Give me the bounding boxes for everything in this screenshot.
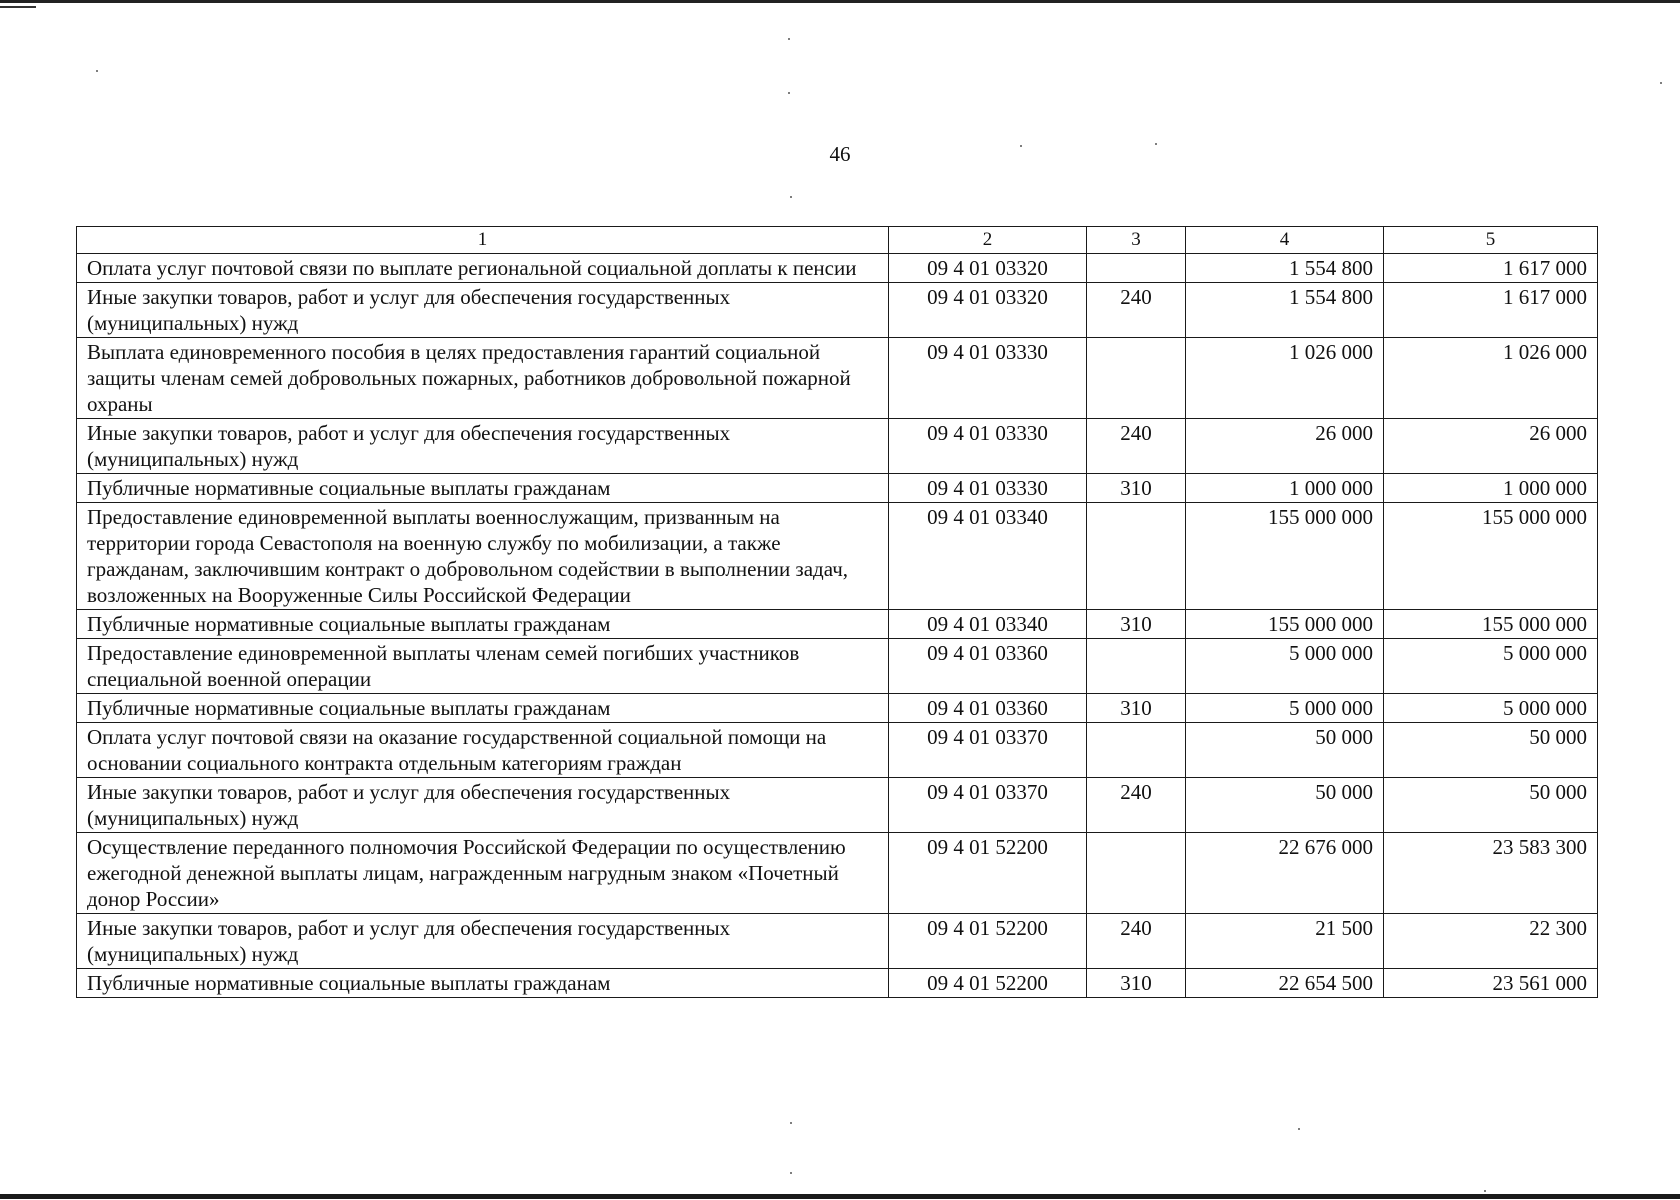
cell-sum-col5: 23 583 300 (1384, 833, 1598, 914)
cell-sum-col5: 1 617 000 (1384, 283, 1598, 338)
cell-code: 09 4 01 03330 (889, 338, 1087, 419)
table-row (77, 283, 1598, 338)
cell-expense-type (1087, 639, 1186, 694)
cell-code: 09 4 01 03330 (889, 474, 1087, 503)
cell-code: 09 4 01 03340 (889, 503, 1087, 610)
cell-expense-type: 240 (1087, 283, 1186, 338)
cell-code: 09 4 01 52200 (889, 914, 1087, 969)
cell-expense-type: 310 (1087, 474, 1186, 503)
cell-sum-col5: 23 561 000 (1384, 969, 1598, 998)
cell-sum-col4: 5 000 000 (1186, 639, 1384, 694)
table-row (77, 694, 1598, 723)
cell-sum-col5: 1 617 000 (1384, 254, 1598, 283)
page-number: 46 (829, 142, 851, 166)
scan-speck (1298, 1128, 1300, 1130)
header-col-5: 5 (1384, 227, 1598, 254)
cell-name: Предоставление единовременной выплаты членам семей погибших участников специальной военной операции (77, 639, 889, 694)
table-row (77, 610, 1598, 639)
cell-sum-col4: 22 676 000 (1186, 833, 1384, 914)
cell-sum-col4: 1 554 800 (1186, 283, 1384, 338)
header-col-2: 2 (889, 227, 1087, 254)
budget-table (76, 226, 1598, 998)
cell-name: Публичные нормативные социальные выплаты гражданам (77, 610, 889, 639)
cell-sum-col5: 155 000 000 (1384, 503, 1598, 610)
table-row (77, 833, 1598, 914)
cell-sum-col4: 155 000 000 (1186, 610, 1384, 639)
cell-code: 09 4 01 03320 (889, 254, 1087, 283)
cell-expense-type (1087, 723, 1186, 778)
cell-expense-type: 240 (1087, 914, 1186, 969)
cell-sum-col5: 22 300 (1384, 914, 1598, 969)
cell-name: Иные закупки товаров, работ и услуг для обеспечения государственных (муниципальных) нужд (77, 283, 889, 338)
cell-sum-col4: 21 500 (1186, 914, 1384, 969)
table-row (77, 723, 1598, 778)
cell-expense-type (1087, 503, 1186, 610)
table-row (77, 969, 1598, 998)
cell-sum-col4: 50 000 (1186, 723, 1384, 778)
cell-sum-col5: 155 000 000 (1384, 610, 1598, 639)
cell-code: 09 4 01 03360 (889, 694, 1087, 723)
cell-sum-col4: 5 000 000 (1186, 694, 1384, 723)
cell-sum-col4: 50 000 (1186, 778, 1384, 833)
cell-name: Оплата услуг почтовой связи на оказание государственной социальной помощи на основании социального контракта отдельным категориям граждан (77, 723, 889, 778)
cell-sum-col5: 50 000 (1384, 723, 1598, 778)
cell-code: 09 4 01 03320 (889, 283, 1087, 338)
scan-edge-bottom (0, 1194, 1680, 1199)
scan-speck (96, 70, 98, 72)
cell-sum-col5: 5 000 000 (1384, 639, 1598, 694)
cell-sum-col4: 155 000 000 (1186, 503, 1384, 610)
cell-name: Публичные нормативные социальные выплаты гражданам (77, 969, 889, 998)
cell-expense-type (1087, 338, 1186, 419)
cell-name: Публичные нормативные социальные выплаты гражданам (77, 474, 889, 503)
table-row (77, 503, 1598, 610)
cell-code: 09 4 01 03370 (889, 778, 1087, 833)
cell-sum-col5: 50 000 (1384, 778, 1598, 833)
scan-speck (790, 1122, 792, 1124)
cell-sum-col4: 1 554 800 (1186, 254, 1384, 283)
cell-sum-col5: 1 000 000 (1384, 474, 1598, 503)
cell-sum-col5: 1 026 000 (1384, 338, 1598, 419)
cell-sum-col4: 26 000 (1186, 419, 1384, 474)
cell-sum-col4: 1 026 000 (1186, 338, 1384, 419)
scan-edge-top-left (0, 6, 36, 8)
table-row (77, 338, 1598, 419)
scan-speck (788, 92, 790, 94)
cell-sum-col5: 5 000 000 (1384, 694, 1598, 723)
cell-expense-type: 310 (1087, 610, 1186, 639)
table-body (77, 254, 1598, 998)
cell-name: Иные закупки товаров, работ и услуг для обеспечения государственных (муниципальных) нужд (77, 914, 889, 969)
header-col-3: 3 (1087, 227, 1186, 254)
cell-sum-col4: 1 000 000 (1186, 474, 1384, 503)
scan-speck (790, 1172, 792, 1174)
cell-code: 09 4 01 03330 (889, 419, 1087, 474)
cell-code: 09 4 01 52200 (889, 833, 1087, 914)
table-header-row (77, 227, 1598, 254)
table-row (77, 254, 1598, 283)
cell-code: 09 4 01 52200 (889, 969, 1087, 998)
table-row (77, 639, 1598, 694)
table-row (77, 914, 1598, 969)
cell-expense-type: 240 (1087, 778, 1186, 833)
cell-code: 09 4 01 03370 (889, 723, 1087, 778)
cell-name: Оплата услуг почтовой связи по выплате региональной социальной доплаты к пенсии (77, 254, 889, 283)
cell-name: Выплата единовременного пособия в целях предоставления гарантий социальной защиты членам семей добровольных пожарных, работников добровольной пожарной охраны (77, 338, 889, 419)
cell-expense-type: 310 (1087, 694, 1186, 723)
cell-code: 09 4 01 03360 (889, 639, 1087, 694)
scan-edge-top (0, 0, 1680, 3)
cell-name: Предоставление единовременной выплаты военнослужащим, призванным на территории города Севастополя на военную службу по мобилизации, а также гражданам, заключившим контракт о добровольном содействии в выполнении задач, возложенных на Вооруженные Силы Российской Федерации (77, 503, 889, 610)
scan-speck (1484, 1190, 1486, 1192)
cell-name: Публичные нормативные социальные выплаты гражданам (77, 694, 889, 723)
cell-name: Иные закупки товаров, работ и услуг для обеспечения государственных (муниципальных) нужд (77, 778, 889, 833)
cell-expense-type (1087, 254, 1186, 283)
cell-expense-type (1087, 833, 1186, 914)
cell-code: 09 4 01 03340 (889, 610, 1087, 639)
cell-expense-type: 310 (1087, 969, 1186, 998)
scan-speck (788, 38, 790, 40)
cell-sum-col4: 22 654 500 (1186, 969, 1384, 998)
table-row (77, 419, 1598, 474)
cell-name: Иные закупки товаров, работ и услуг для обеспечения государственных (муниципальных) нужд (77, 419, 889, 474)
header-col-4: 4 (1186, 227, 1384, 254)
table-row (77, 778, 1598, 833)
cell-name: Осуществление переданного полномочия Российской Федерации по осуществлению ежегодной денежной выплаты лицам, награжденным нагрудным знаком «Почетный донор России» (77, 833, 889, 914)
scan-speck (1660, 82, 1662, 84)
cell-sum-col5: 26 000 (1384, 419, 1598, 474)
cell-expense-type: 240 (1087, 419, 1186, 474)
scan-speck (790, 196, 792, 198)
header-col-1: 1 (77, 227, 889, 254)
table-row (77, 474, 1598, 503)
